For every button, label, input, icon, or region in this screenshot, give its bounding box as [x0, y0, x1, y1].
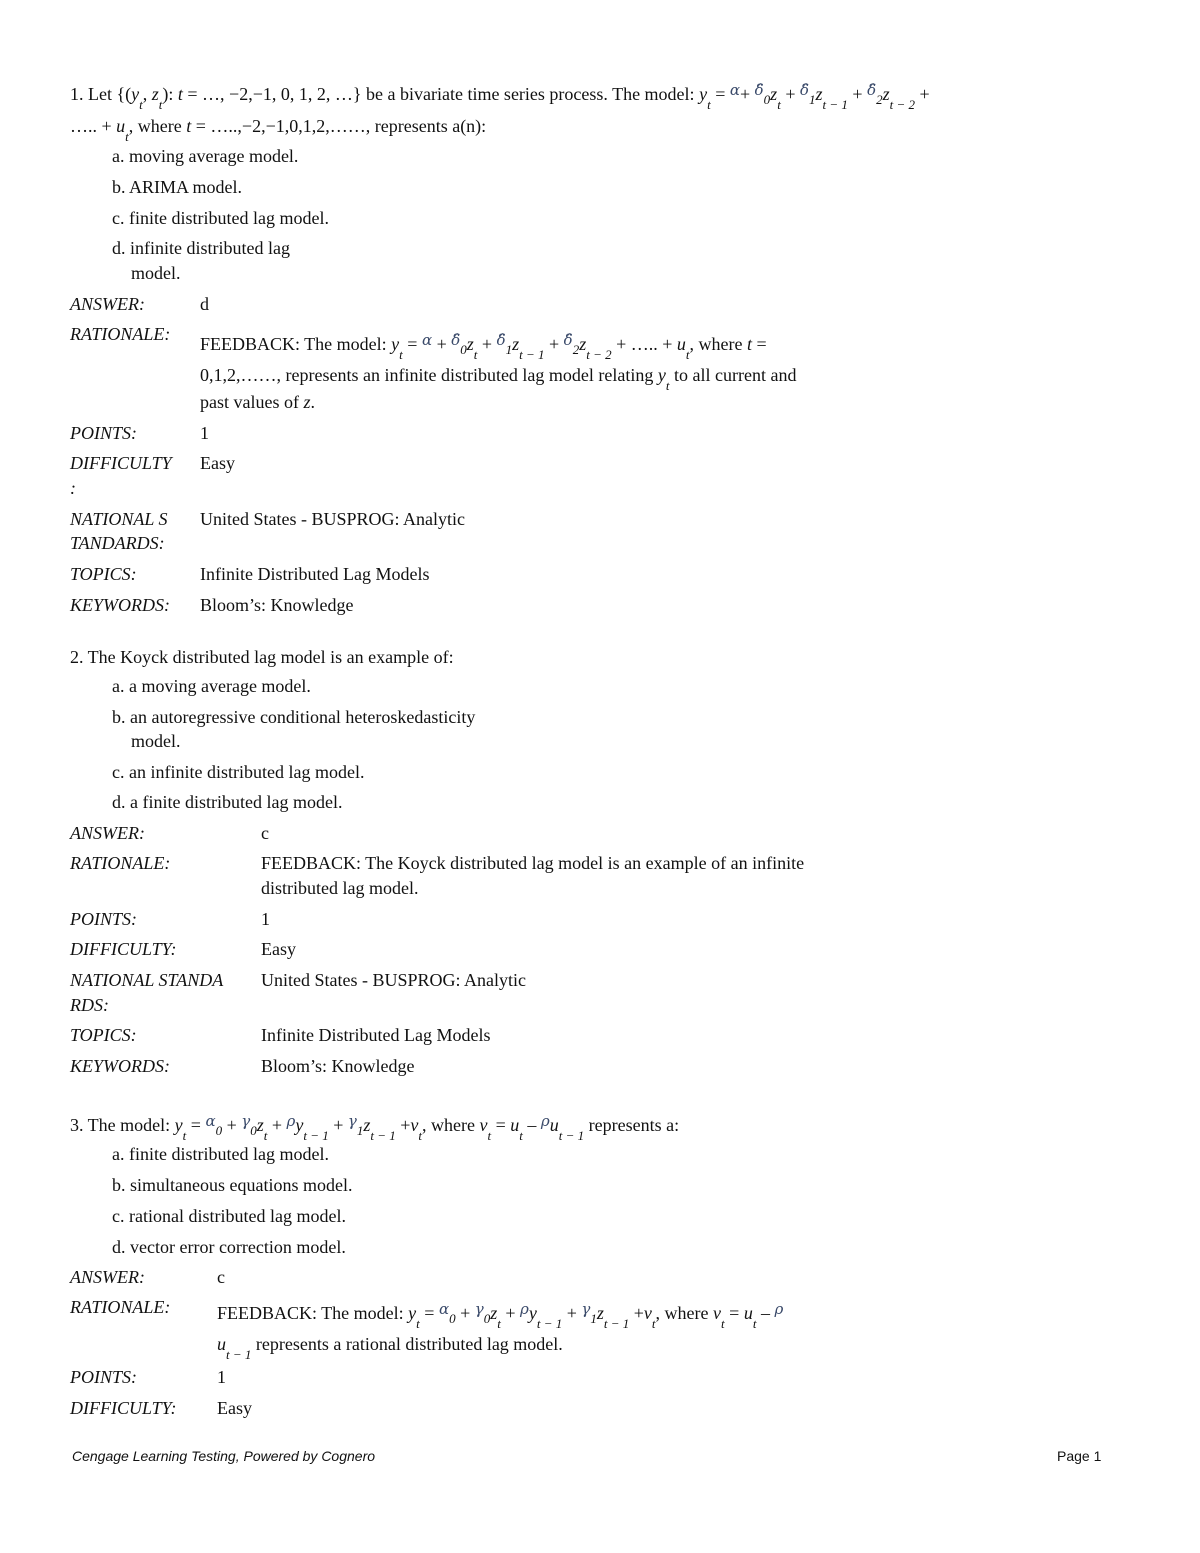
q1-option-c[interactable]: c. finite distributed lag model. [112, 208, 329, 228]
delta-symbol: δ̂ [799, 81, 809, 99]
q3-option-b[interactable]: b. simultaneous equations model. [112, 1175, 353, 1195]
q2-answer-label: ANSWER: [70, 823, 145, 843]
q1-rationale-line2: 0,1,2,……, represents an infinite distributed lag model relating $y_t$ to all current and [200, 365, 797, 393]
q3-option-a[interactable]: a. finite distributed lag model. [112, 1144, 329, 1164]
alpha-symbol: α [729, 81, 740, 99]
q1-answer-label: ANSWER: [70, 294, 145, 314]
q3-option-c[interactable]: c. rational distributed lag model. [112, 1206, 346, 1226]
q2-answer-value: c [261, 823, 269, 843]
q1-topics-label: TOPICS: [70, 564, 137, 584]
q2-standards-label-cont: RDS: [70, 995, 109, 1015]
q2-option-d[interactable]: d. a finite distributed lag model. [112, 792, 343, 812]
q1-points-label: POINTS: [70, 423, 137, 443]
delta-symbol: δ̂ [754, 81, 764, 99]
q3-difficulty-label: DIFFICULTY: [70, 1398, 177, 1418]
q3-rationale-label: RATIONALE: [70, 1297, 171, 1317]
q2-stem: 2. The Koyck distributed lag model is an example of: [70, 647, 454, 667]
q3-answer-label: ANSWER: [70, 1267, 145, 1287]
q2-topics-label: TOPICS: [70, 1025, 137, 1045]
q2-rationale-line1: FEEDBACK: The Koyck distributed lag model is an example of an infinite [261, 853, 805, 873]
q2-keywords-value: Bloom’s: Knowledge [261, 1056, 415, 1076]
q2-option-c[interactable]: c. an infinite distributed lag model. [112, 762, 365, 782]
q3-points-label: POINTS: [70, 1367, 137, 1387]
q2-rationale-line2: distributed lag model. [261, 878, 419, 898]
q2-standards-value: United States - BUSPROG: Analytic [261, 970, 526, 990]
q1-topics-value: Infinite Distributed Lag Models [200, 564, 430, 584]
q2-points-label: POINTS: [70, 909, 137, 929]
q1-standards-label-cont: TANDARDS: [70, 533, 165, 553]
q1-difficulty-label: DIFFICULTY [70, 453, 172, 473]
q1-answer-value: d [200, 294, 209, 314]
q2-points-value: 1 [261, 909, 270, 929]
footer-publisher: Cengage Learning Testing, Powered by Cognero [72, 1448, 376, 1464]
q1-stem-line2: ….. + $u_t$, where t = …..,−2,−1,0,1,2,……, represents a(n): [70, 116, 487, 144]
q2-option-b[interactable]: b. an autoregressive conditional heteroskedasticity [112, 707, 476, 727]
q1-stem-line1: 1. Let {($y_t$, $z_t$): t = …, −2,−1, 0, 1, 2, …} be a bivariate time series process. The model: $y_t = ^\alpha+ ^{\deltâ}_0z_t + ^{\deltâ}_1z_{t - 1} + ^{\deltâ}_2z_{t - 2}$ + [70, 81, 930, 112]
q3-stem: 3. The model: $y_t = ^\alpha_0 + ^\gamma_0z_t + ^\rho y_{t - 1} + ^\gamma_1z_{t - 1} +v_t$, where $v_t = u_t - ^\rho u_{t - 1}$ represents a: [70, 1112, 680, 1143]
q3-difficulty-value: Easy [217, 1398, 252, 1418]
q3-rationale-line2: $u_{t - 1}$ represents a rational distributed lag model. [217, 1334, 563, 1362]
q2-difficulty-value: Easy [261, 939, 296, 959]
q2-rationale-label: RATIONALE: [70, 853, 171, 873]
q1-option-b[interactable]: b. ARIMA model. [112, 177, 243, 197]
q1-standards-value: United States - BUSPROG: Analytic [200, 509, 465, 529]
q1-rationale-line1: FEEDBACK: The model: $y_t = ^\alpha + ^{\deltâ}_0z_t + ^{\deltâ}_1z_{t - 1} + ^{\deltâ}_2z_{t - 2}$ + ….. + $u_t$, where t = [200, 331, 767, 362]
q3-answer-value: c [217, 1267, 225, 1287]
q2-keywords-label: KEYWORDS: [70, 1056, 170, 1076]
q1-rationale-label: RATIONALE: [70, 324, 171, 344]
q1-option-d[interactable]: d. infinite distributed lag [112, 238, 290, 258]
q1-keywords-value: Bloom’s: Knowledge [200, 595, 354, 615]
q2-standards-label: NATIONAL STANDA [70, 970, 224, 990]
footer-page-number: Page 1 [1057, 1448, 1102, 1464]
q3-rationale-line1: FEEDBACK: The model: $y_t = ^\alpha_0 + ^\gamma_0z_t + ^\rho y_{t - 1} + ^\gamma_1z_{t - 1} +v_t$, where $v_t = u_t - ^\rho$ [217, 1300, 784, 1331]
q2-topics-value: Infinite Distributed Lag Models [261, 1025, 491, 1045]
q1-option-a[interactable]: a. moving average model. [112, 146, 299, 166]
q3-option-d[interactable]: d. vector error correction model. [112, 1237, 346, 1257]
q1-points-value: 1 [200, 423, 209, 443]
q1-difficulty-label-cont: : [70, 478, 76, 498]
q1-rationale-line3: past values of z. [200, 392, 315, 412]
q1-standards-label: NATIONAL S [70, 509, 168, 529]
q2-option-b-cont: model. [131, 731, 181, 751]
q1-option-d-cont: model. [131, 263, 181, 283]
q3-points-value: 1 [217, 1367, 226, 1387]
delta-symbol: δ̂ [867, 81, 877, 99]
q1-keywords-label: KEYWORDS: [70, 595, 170, 615]
q1-difficulty-value: Easy [200, 453, 235, 473]
q2-option-a[interactable]: a. a moving average model. [112, 676, 311, 696]
q2-difficulty-label: DIFFICULTY: [70, 939, 177, 959]
